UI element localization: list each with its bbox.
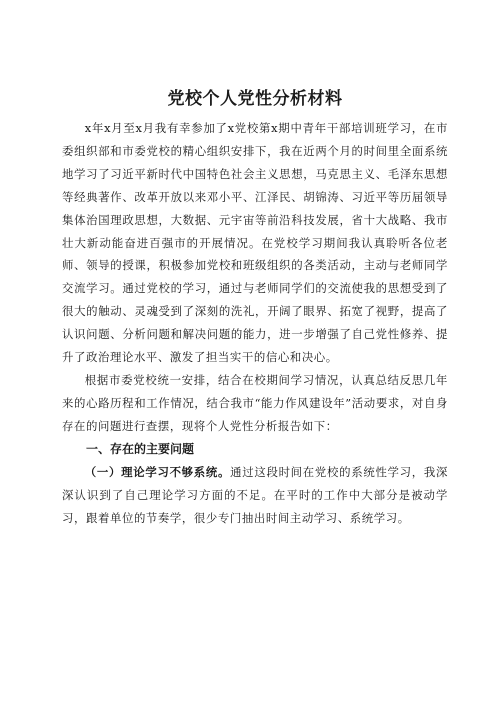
summary-paragraph: 根据市委党校统一安排，结合在校期间学习情况，认真总结反思几年来的心路历程和工作情况，结合我市“能力作风建设年”活动要求，对自身存在的问题进行查摆，现将个人党性分析报告如下： xyxy=(62,372,448,433)
subsection-heading: （一）理论学习不够系统。 xyxy=(84,464,231,479)
subsection-paragraph xyxy=(62,461,448,530)
intro-paragraph: x年x月至x月我有幸参加了x党校第x期中青年干部培训班学习，在市委组织部和市委党校的精心组织安排下，我在近两个月的时间里全面系统地学习了习近平新时代中国特色社会主义思想，马克思主义、毛泽东思想等经典著作、改革开放以来邓小平、江泽民、胡锦涛、习近平等历届领导集体治国理政思想，大数据、元宇宙等前沿科技发展，省十大战略、我市壮大新动能奋进百强市的开展情况。在党校学习期间我认真聆听各位老师、领导的授课，积极参加党校和班级组织的各类活动，主动与老师同学交流学习。通过党校的学习，通过与老师同学们的交流使我的思想受到了很大的触动、灵魂受到了深刻的洗礼，开阔了眼界、拓宽了视野，提高了认识问题、分析问题和解决问题的能力，进一步增强了自己党性修养、提升了政治理论水平、激发了担当实干的信心和决心。 xyxy=(62,121,448,365)
document-title: 党校个人党性分析材料 xyxy=(167,89,343,109)
section-heading: 一、存在的主要问题 xyxy=(86,441,195,456)
subsection-body: 通过这段时间在党校的系统性学习，我深深认识到了自己理论学习方面的不足。在平时的工作中大部分是被动学习，跟着单位的节奏学，很少专门抽出时间主动学习、系统学习。 xyxy=(62,464,448,525)
